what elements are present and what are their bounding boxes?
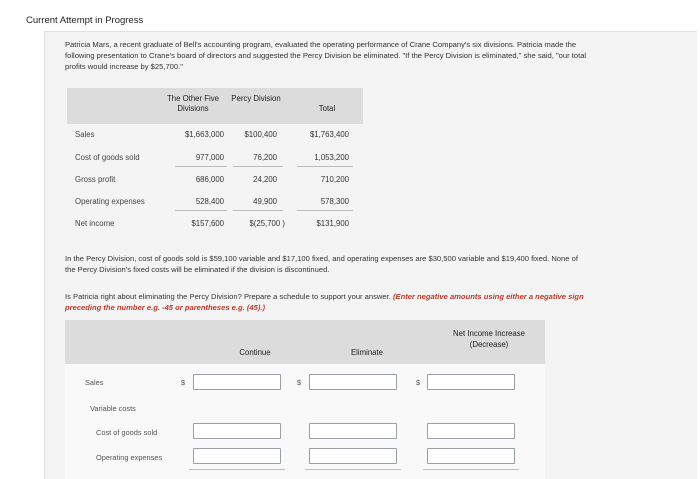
- opex-eliminate-input[interactable]: [309, 448, 397, 464]
- row-label-net-income: Net income: [75, 219, 115, 228]
- underline: [297, 210, 353, 211]
- question-panel: [44, 31, 697, 479]
- cell-cogs-percy: 76,200: [253, 153, 277, 162]
- schedule-table: [65, 320, 545, 479]
- sales-continue-input[interactable]: [193, 374, 281, 390]
- dollar-sign: $: [181, 378, 186, 387]
- sales-eliminate-input[interactable]: [309, 374, 397, 390]
- cell-gp-total: 710,200: [320, 175, 349, 184]
- opex-change-input[interactable]: [427, 448, 515, 464]
- underline: [233, 210, 283, 211]
- header-continue: Continue: [239, 348, 271, 357]
- schedule-label-opex: Operating expenses: [96, 453, 163, 462]
- schedule-label-sales: Sales: [85, 378, 104, 387]
- schedule-label-cogs: Cost of goods sold: [96, 428, 158, 437]
- page-title: Current Attempt in Progress: [26, 15, 144, 26]
- opex-continue-input[interactable]: [193, 448, 281, 464]
- schedule-label-variable-costs: Variable costs: [90, 404, 136, 413]
- underline: [423, 469, 519, 470]
- cogs-change-input[interactable]: [427, 423, 515, 439]
- cell-ni-percy: $(25,700 ): [249, 219, 285, 228]
- cell-ni-other: $157,600: [191, 219, 224, 228]
- presentation-table: [67, 88, 363, 232]
- row-label-opex: Operating expenses: [75, 197, 145, 206]
- header-percy-division: Percy Division: [231, 94, 281, 103]
- cell-opex-total: 578,300: [320, 197, 349, 206]
- problem-intro: Patricia Mars, a recent graduate of Bell's accounting program, evaluated the operating performance of Crane Company's six divisions. Patricia made the following presentation to Crane's board of directors and suggested the Percy Division be eliminated. "If the Percy Division is eliminated," she said, "our total profits would increase by $25,700.": [65, 40, 587, 71]
- cell-sales-percy: $100,400: [244, 130, 277, 139]
- underline: [189, 469, 285, 470]
- cell-gp-percy: 24,200: [253, 175, 277, 184]
- row-label-gross-profit: Gross profit: [75, 175, 116, 184]
- cogs-eliminate-input[interactable]: [309, 423, 397, 439]
- problem-details: In the Percy Division, cost of goods sold is $59,100 variable and $17,100 fixed, and operating expenses are $30,500 variable and $19,400 fixed. None of the Percy Division's fixed costs will be eliminated if the division is discontinued.: [65, 254, 578, 274]
- underline: [175, 166, 227, 167]
- cogs-continue-input[interactable]: [193, 423, 281, 439]
- underline: [305, 469, 401, 470]
- header-eliminate: Eliminate: [350, 348, 384, 357]
- cell-sales-total: $1,763,400: [309, 130, 349, 139]
- sales-change-input[interactable]: [427, 374, 515, 390]
- dollar-sign: $: [416, 378, 421, 387]
- cell-opex-percy: 49,900: [253, 197, 277, 206]
- underline: [175, 210, 227, 211]
- question-text: Is Patricia right about eliminating the Percy Division? Prepare a schedule to support your answer.: [65, 292, 391, 301]
- header-total: Total: [318, 104, 336, 113]
- header-net-income-change: Net Income Increase (Decrease): [453, 329, 525, 349]
- cell-ni-total: $131,900: [316, 219, 349, 228]
- dollar-sign: $: [297, 378, 302, 387]
- row-label-sales: Sales: [75, 130, 95, 139]
- row-label-cogs: Cost of goods sold: [75, 153, 140, 162]
- header-other-divisions: The Other Five Divisions: [167, 94, 219, 113]
- cell-cogs-total: 1,053,200: [314, 153, 349, 162]
- cell-opex-other: 528,400: [195, 197, 224, 206]
- cell-cogs-other: 977,000: [195, 153, 224, 162]
- instruction-text: (Enter negative amounts using either a negative sign preceding the number e.g. -45 or parentheses e.g. (45).): [65, 292, 584, 312]
- underline: [233, 166, 283, 167]
- problem-question: [65, 292, 595, 314]
- cell-sales-other: $1,663,000: [184, 130, 224, 139]
- cell-gp-other: 686,000: [195, 175, 224, 184]
- underline: [297, 166, 353, 167]
